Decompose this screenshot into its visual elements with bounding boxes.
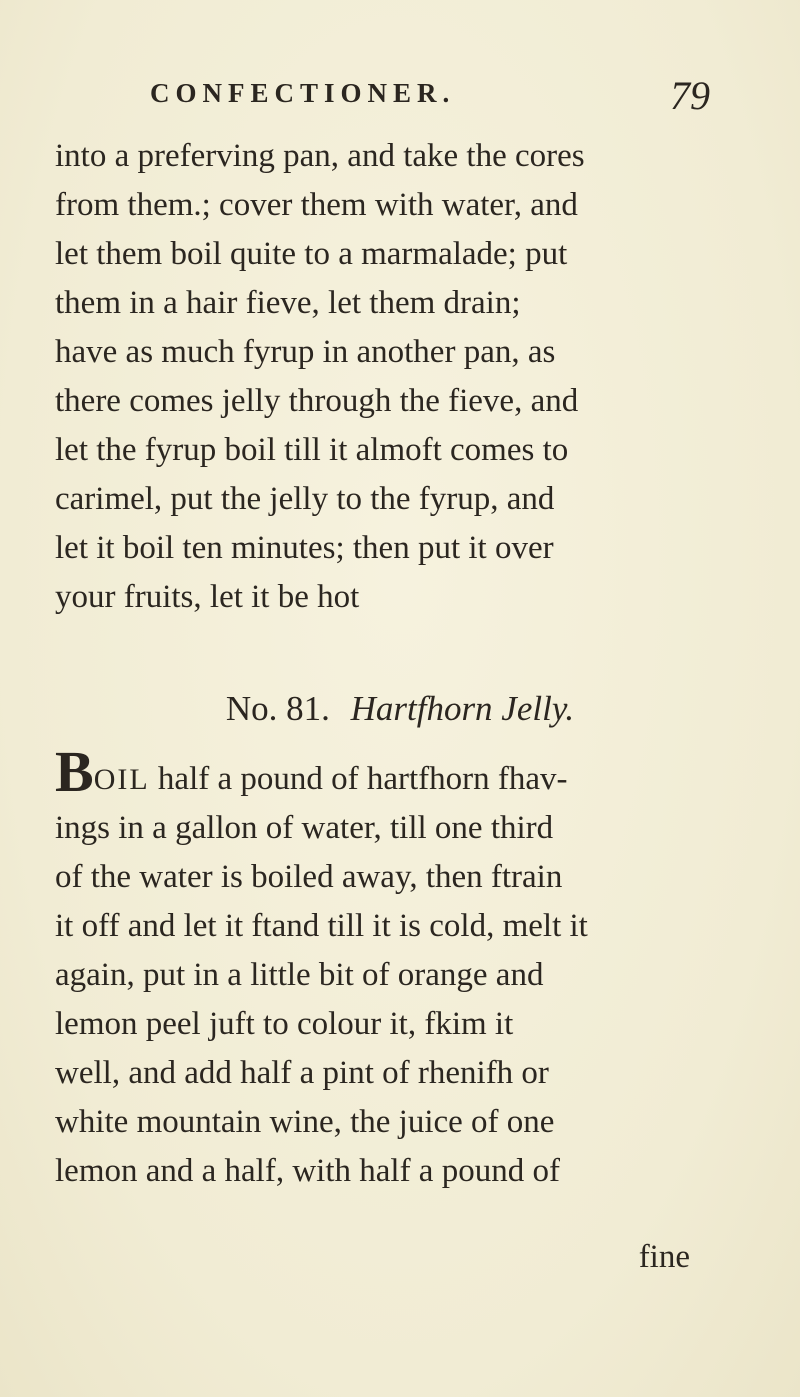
- text-line: them in a hair fieve, let them drain;: [55, 285, 521, 321]
- text-line: white mountain wine, the juice of one: [55, 1104, 555, 1140]
- text-line: it off and let it ftand till it is cold, melt it: [55, 908, 588, 944]
- text-line: again, put in a little bit of orange and: [55, 957, 544, 993]
- recipe-title: Hartfhorn Jelly.: [350, 689, 575, 728]
- paragraph-continued: [55, 132, 745, 622]
- text-line: your fruits, let it be hot: [55, 579, 360, 615]
- text-line: lemon and a half, with half a pound of: [55, 1153, 560, 1189]
- text-line: let them boil quite to a marmalade; put: [55, 236, 568, 272]
- page-number: 79: [670, 73, 710, 118]
- text-line: carimel, put the jelly to the fyrup, and: [55, 481, 555, 517]
- first-word-caps: OIL: [93, 763, 150, 796]
- first-line-text: half a pound of hartfhorn fhav-: [149, 761, 568, 797]
- recipe-heading: [0, 689, 800, 729]
- recipe-number: No. 81.: [225, 689, 330, 728]
- text-line: ings in a gallon of water, till one third: [55, 810, 554, 846]
- recipe-paragraph: [55, 739, 745, 1196]
- text-line: from them.; cover them with water, and: [55, 187, 578, 223]
- text-line: let the fyrup boil till it almoft comes to: [55, 432, 569, 468]
- text-line: there comes jelly through the fieve, and: [55, 383, 579, 419]
- running-head-title: CONFECTIONER.: [150, 78, 456, 108]
- text-line: lemon peel juft to colour it, fkim it: [55, 1006, 514, 1042]
- text-line: have as much fyrup in another pan, as: [55, 334, 556, 370]
- text-line: well, and add half a pint of rhenifh or: [55, 1055, 549, 1091]
- catchword: fine: [638, 1239, 690, 1275]
- text-line: let it boil ten minutes; then put it over: [55, 530, 554, 566]
- first-line: [55, 739, 745, 804]
- text-line: into a preferving pan, and take the cores: [55, 138, 585, 174]
- drop-cap: B: [55, 739, 94, 804]
- text-line: of the water is boiled away, then ftrain: [55, 859, 563, 895]
